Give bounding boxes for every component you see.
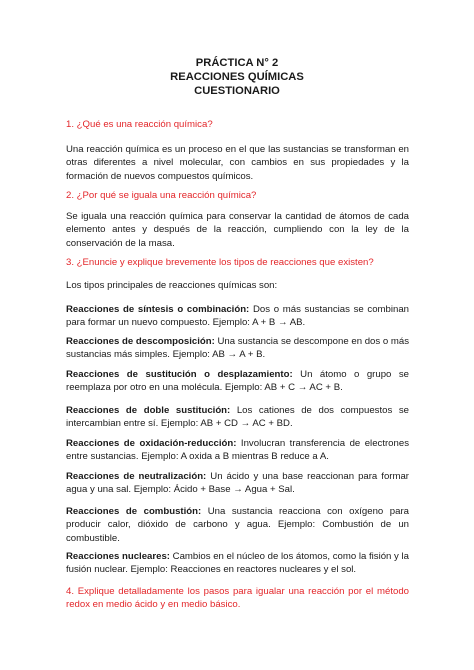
reaction-type-term: Reacciones de oxidación-reducción: — [66, 438, 237, 449]
reaction-type-description: Un ácido y una base reaccionan para formar agua y una sal. Ejemplo: Ácido + Base → Agua + Sal. — [66, 471, 409, 496]
reaction-type-nuclear — [66, 550, 409, 577]
answer-2: Se iguala una reacción química para conservar la cantidad de átomos de cada elemento antes y después de la reacción, cumpliendo con la ley de la conservación de la masa. — [66, 211, 409, 249]
reaction-type-combustion — [66, 505, 409, 545]
question-4: 4. Explique detalladamente los pasos para igualar una reacción por el método redox en medio ácido y en medio básico. — [66, 586, 409, 611]
question-2: 2. ¿Por qué se iguala una reacción química? — [66, 190, 257, 201]
document-title: PRÁCTICA N° 2 — [195, 57, 279, 69]
reaction-type-neutralization — [66, 470, 409, 497]
reaction-type-term: Reacciones de síntesis o combinación: — [66, 304, 250, 315]
reaction-type-term: Reacciones de sustitución o desplazamiento: — [66, 369, 293, 380]
reaction-type-substitution — [66, 368, 409, 395]
answer-3-intro: Los tipos principales de reacciones químicas son: — [66, 280, 278, 291]
reaction-type-description: Cambios en el núcleo de los átomos, como la fisión y la fusión nuclear. Ejemplo: Reacciones en reactores nucleares y el sol. — [66, 551, 409, 576]
reaction-type-redox — [66, 437, 409, 464]
question-3: 3. ¿Enuncie y explique brevemente los tipos de reacciones que existen? — [66, 257, 374, 268]
reaction-type-description: Un átomo o grupo se reemplaza por otro en una molécula. Ejemplo: AB + C → AC + B. — [66, 369, 409, 394]
reaction-type-description: Los cationes de dos compuestos se intercambian entre sí. Ejemplo: AB + CD → AC + BD. — [66, 405, 409, 430]
reaction-type-term: Reacciones nucleares: — [66, 551, 170, 562]
reaction-type-double-substitution — [66, 404, 409, 431]
reaction-type-decomposition — [66, 335, 409, 362]
reaction-type-term: Reacciones de combustión: — [66, 506, 202, 517]
answer-1: Una reacción química es un proceso en el que las sustancias se transforman en otras diferentes a nivel molecular, con cambios en sus propiedades y la formación de nuevos compuestos químicos. — [66, 144, 409, 182]
reaction-type-term: Reacciones de descomposición: — [66, 336, 215, 347]
reaction-type-description: Dos o más sustancias se combinan para formar un nuevo compuesto. Ejemplo: A + B → AB. — [66, 304, 410, 329]
question-1: 1. ¿Qué es una reacción química? — [66, 119, 213, 130]
document-heading: CUESTIONARIO — [194, 85, 280, 97]
reaction-type-description: Involucran transferencia de electrones entre sustancias. Ejemplo: A oxida a B mientras B reduce a A. — [66, 438, 409, 463]
reaction-type-description: Una sustancia se descompone en dos o más sustancias más simples. Ejemplo: AB → A + B. — [66, 336, 410, 361]
reaction-type-synthesis — [66, 303, 409, 330]
reaction-type-description: Una sustancia reacciona con oxígeno para producir calor, dióxido de carbono y agua. Ejemplo: Combustión de un combustible. — [66, 506, 410, 544]
reaction-type-term: Reacciones de neutralización: — [66, 471, 207, 482]
reaction-type-term: Reacciones de doble sustitución: — [66, 405, 231, 416]
document-subtitle: REACCIONES QUÍMICAS — [170, 71, 304, 83]
